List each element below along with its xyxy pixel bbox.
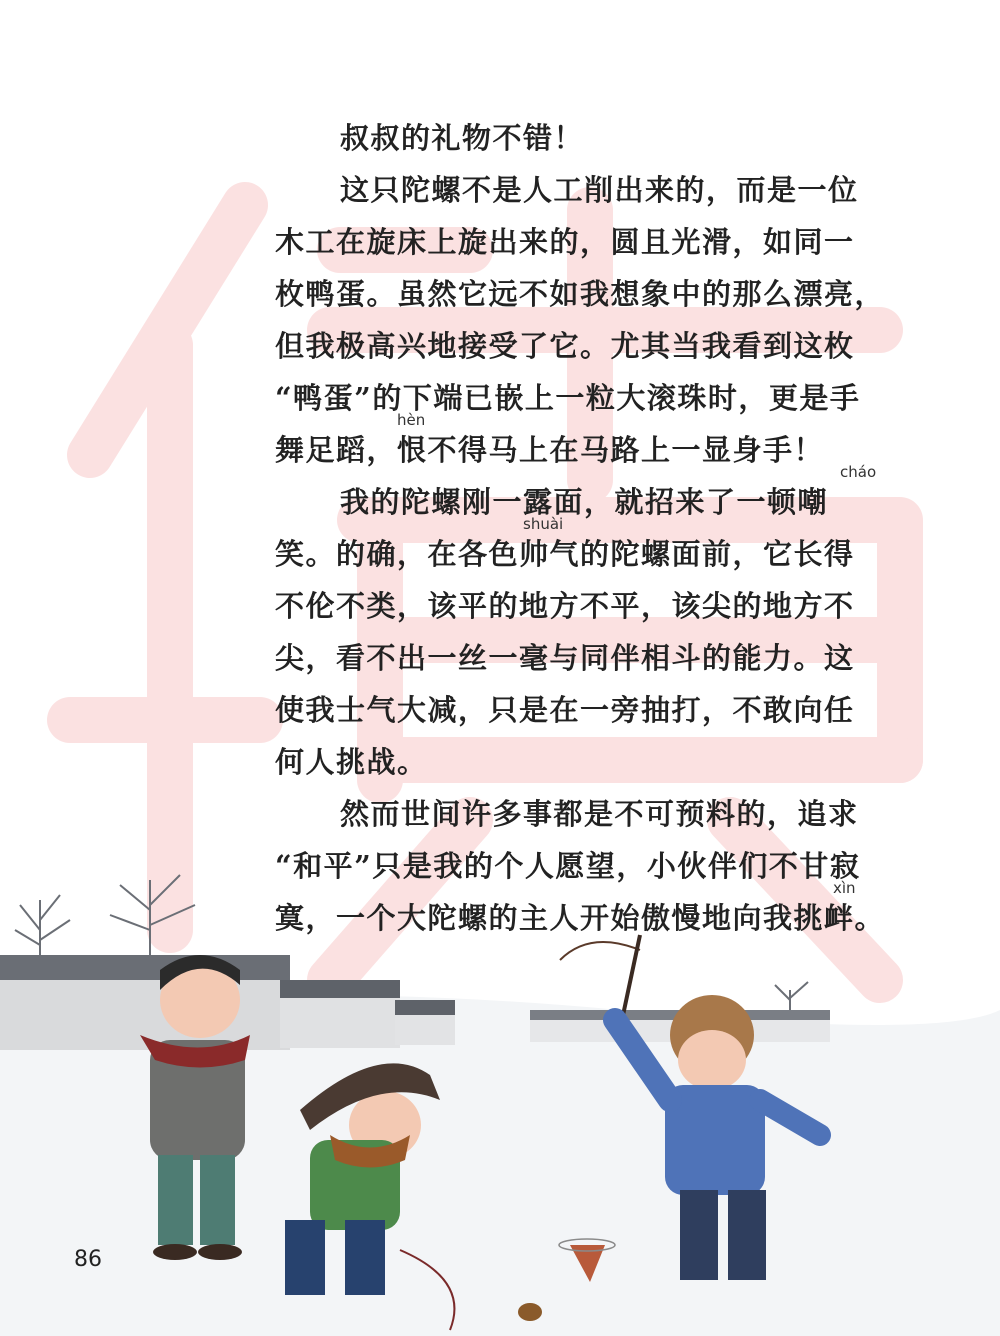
text-line: 叔叔的礼物不错！ xyxy=(340,121,585,155)
text-line: 寞，一个大陀螺的主人开始傲慢地向我挑衅。 xyxy=(275,901,886,935)
text-line: 然而世间许多事都是不可预料的，追求 xyxy=(340,797,859,831)
text-line: 木工在旋床上旋出来的，圆且光滑，如同一 xyxy=(275,225,855,259)
text-line: 这只陀螺不是人工削出来的，而是一位 xyxy=(340,173,859,207)
text-line: “鸭蛋”的下端已嵌上一粒大滚珠时，更是手 xyxy=(275,381,861,415)
text-line: 使我士气大减，只是在一旁抽打，不敢向任 xyxy=(275,693,855,727)
text-line: 不伦不类，该平的地方不平，该尖的地方不 xyxy=(275,589,855,623)
text-line: 舞足蹈，恨不得马上在马路上一显身手！ xyxy=(275,433,825,467)
text-line: 我的陀螺刚一露面，就招来了一顿嘲 xyxy=(340,485,829,519)
text-line: 但我极高兴地接受了它。尤其当我看到这枚 xyxy=(275,329,855,363)
text-line: “和平”只是我的个人愿望，小伙伴们不甘寂 xyxy=(275,849,861,883)
pinyin-annotation: shuài xyxy=(523,515,564,533)
text-line: 尖，看不出一丝一毫与同伴相斗的能力。这 xyxy=(275,641,855,675)
text-line: 枚鸭蛋。虽然它远不如我想象中的那么漂亮， xyxy=(275,277,886,311)
page-number: 86 xyxy=(74,1247,102,1272)
text-line: 笑。的确，在各色帅气的陀螺面前，它长得 xyxy=(275,537,855,571)
pinyin-annotation: hèn xyxy=(397,411,426,429)
text-line: 何人挑战。 xyxy=(275,745,428,779)
pinyin-annotation: cháo xyxy=(840,463,877,481)
pinyin-annotation: xìn xyxy=(833,879,856,897)
children-spinning-tops-illustration xyxy=(0,860,1000,1336)
